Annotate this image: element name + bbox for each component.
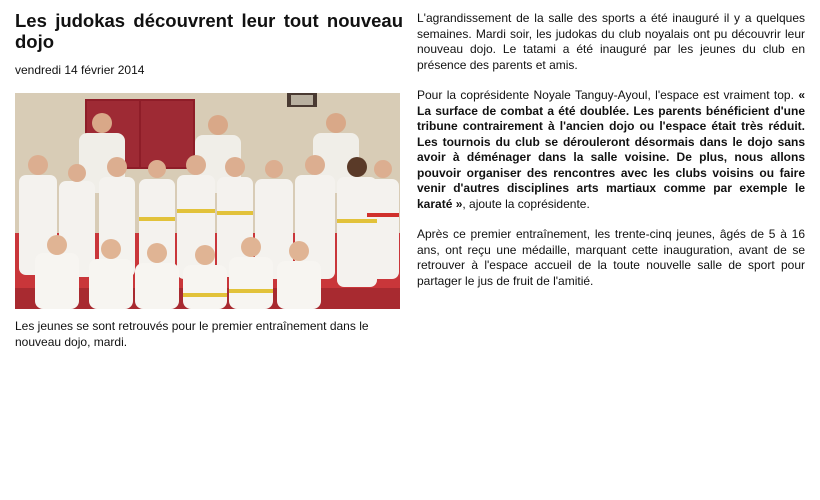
left-column — [15, 10, 403, 350]
group-photo-illustration — [15, 93, 400, 309]
article-date: vendredi 14 février 2014 — [15, 63, 145, 77]
paragraph-3: Après ce premier entraînement, les trente-cinq jeunes, âgés de 5 à 16 ans, ont reçu une médaille, marquant cette inauguration, avant de se retrouver à l'espace accueil de la toute nouvelle salle de sport pour partager le jus de fruit de l'amitié. — [417, 227, 805, 288]
paragraph-2-outro: , ajoute la coprésidente. — [462, 196, 590, 211]
article-title: Les judokas découvrent leur tout nouveau dojo — [15, 10, 403, 52]
paragraph-1: L'agrandissement de la salle des sports a été inauguré il y a quelques semaines. Mardi soir, les judokas du club noyalais ont pu découvrir leur nouveau dojo. Le tatami a été inauguré par les jeunes du club en présence des parents et amis. — [417, 11, 805, 72]
paragraph-2 — [417, 88, 805, 212]
photo-caption: Les jeunes se sont retrouvés pour le premier entraînement dans le nouveau dojo, mardi. — [15, 319, 369, 349]
group-photo — [15, 93, 400, 309]
paragraph-2-intro: Pour la coprésidente Noyale Tanguy-Ayoul, l'espace est vraiment top. — [417, 88, 794, 102]
president-quote: « La surface de combat a été doublée. Les parents bénéficient d'une tribune contrairement à l'ancien dojo ou l'espace était très réduit. Les tournois du club se dérouleront désormais dans le dojo sans avoir à déménager dans la salle voisine. De plus, nous allons pouvoir organiser des rencontres avec les clubs voisins ou faire venir d'autres disciplines arts martiaux comme par exemple le karaté » — [417, 88, 805, 211]
right-column — [417, 11, 805, 304]
